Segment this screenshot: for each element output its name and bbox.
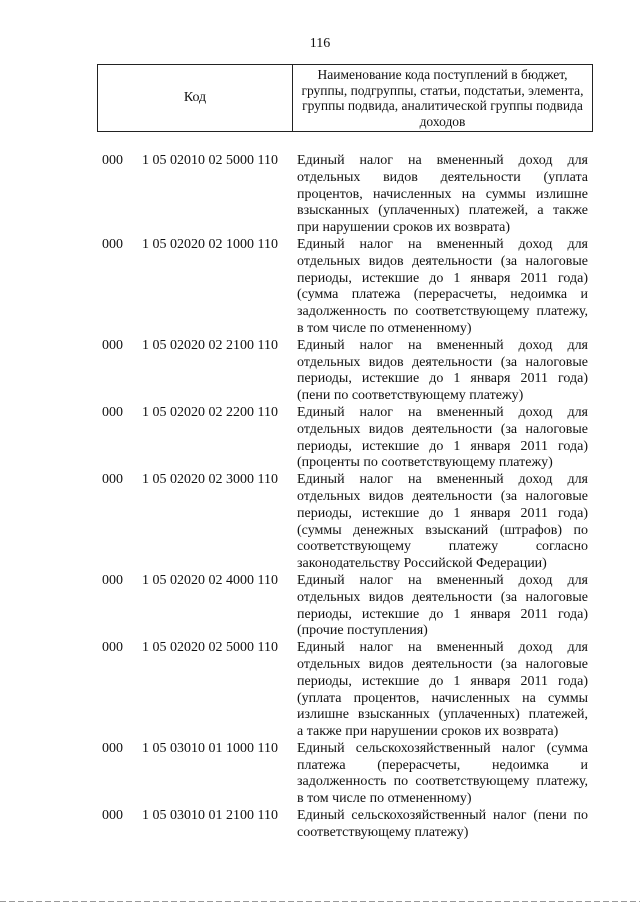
table-row — [0, 808, 640, 842]
description-line: в том числе по отмененному) — [297, 320, 472, 336]
code-description — [297, 741, 588, 808]
description-line: излишне взысканных (уплаченных) платежей, — [297, 707, 588, 723]
admin-code: 000 — [102, 153, 123, 168]
admin-code: 000 — [102, 808, 123, 824]
description-line: (суммы денежных взысканий (штрафов) по — [297, 522, 588, 538]
description-line: при нарушении сроков их возврата) — [297, 220, 511, 236]
table-row — [0, 153, 640, 237]
page-number: 116 — [309, 36, 331, 51]
budget-code: 1 05 02020 02 5000 110 — [142, 640, 278, 656]
description-line: соответствующему платежу согласно — [297, 539, 588, 555]
description-line: периоды, истекшие до 1 января 2011 года) — [297, 606, 588, 622]
table-row — [0, 741, 640, 808]
description-line: периоды, истекшие до 1 января 2011 года) — [297, 270, 588, 286]
budget-code: 1 05 02020 02 2200 110 — [142, 404, 278, 420]
budget-code: 1 05 02020 02 3000 110 — [142, 472, 278, 488]
description-line: отдельных видов деятельности (за налоговые — [297, 354, 588, 370]
description-line: в том числе по отмененному) — [297, 791, 472, 807]
description-line: Единый налог на вмененный доход для — [297, 236, 588, 252]
description-line: периоды, истекшие до 1 января 2011 года) — [297, 438, 588, 454]
description-line: взысканных (уплаченных) платежей, а также — [297, 203, 588, 219]
description-line: Единый налог на вмененный доход для — [297, 472, 588, 488]
description-line: Единый налог на вмененный доход для — [297, 640, 588, 656]
description-line: Единый сельскохозяйственный налог (сумма — [297, 740, 588, 756]
code-description — [297, 405, 588, 472]
budget-code: 1 05 03010 01 1000 110 — [142, 740, 278, 756]
budget-code: 1 05 02020 02 4000 110 — [142, 572, 278, 588]
code-description — [297, 472, 588, 573]
table-row — [0, 338, 640, 405]
description-line: периоды, истекшие до 1 января 2011 года) — [297, 673, 588, 689]
description-line: соответствующему платежу) — [297, 824, 469, 840]
table-row — [0, 472, 640, 573]
header-name-cell: Наименование кода поступлений в бюджет, группы, подгруппы, статьи, подстатьи, элемента, группы подвида, аналитической группы подвида доходов — [301, 67, 584, 129]
page-bottom-edge — [0, 901, 640, 902]
description-line: а также при нарушении сроков их возврата) — [297, 724, 559, 740]
description-line: (уплата процентов, начисленных на суммы — [297, 690, 588, 706]
description-line: отдельных видов деятельности (за налоговые — [297, 253, 588, 269]
description-line: (пени по соответствующему платежу) — [297, 388, 524, 404]
description-line: (сумма платежа (перерасчеты, недоимка и — [297, 287, 588, 303]
code-description — [297, 808, 588, 842]
description-line: отдельных видов деятельности (за налоговые — [297, 488, 588, 504]
description-line: периоды, истекшие до 1 января 2011 года) — [297, 505, 588, 521]
description-line: процентов, начисленных на суммы излишне — [297, 186, 588, 202]
table-row — [0, 405, 640, 472]
header-code-cell: Код — [98, 65, 293, 131]
admin-code: 000 — [102, 472, 123, 488]
description-line: Единый налог на вмененный доход для — [297, 337, 588, 353]
table-row — [0, 237, 640, 338]
description-line: Единый налог на вмененный доход для — [297, 404, 588, 420]
description-line: задолженность по соответствующему платежу, — [297, 304, 588, 320]
code-description — [297, 573, 588, 640]
code-description — [297, 237, 588, 338]
table-row — [0, 640, 640, 741]
admin-code: 000 — [102, 640, 123, 656]
description-line: отдельных видов деятельности (за налоговые — [297, 421, 588, 437]
admin-code: 000 — [102, 404, 123, 420]
code-description — [297, 338, 588, 405]
code-description — [297, 640, 588, 741]
description-line: Единый налог на вмененный доход для — [297, 572, 588, 588]
budget-code: 1 05 02010 02 5000 110 — [142, 153, 278, 168]
budget-code: 1 05 02020 02 2100 110 — [142, 337, 278, 353]
budget-code: 1 05 02020 02 1000 110 — [142, 236, 278, 252]
description-line: законодательству Российской Федерации) — [297, 556, 547, 572]
description-line: периоды, истекшие до 1 января 2011 года) — [297, 371, 588, 387]
description-line: отдельных видов деятельности (уплата — [297, 169, 588, 185]
description-line: отдельных видов деятельности (за налоговые — [297, 656, 588, 672]
admin-code: 000 — [102, 337, 123, 353]
budget-code: 1 05 03010 01 2100 110 — [142, 808, 278, 824]
description-line: задолженность по соответствующему платежу, — [297, 774, 588, 790]
code-description — [297, 153, 588, 237]
description-line: (проценты по соответствующему платежу) — [297, 455, 553, 471]
table-row — [0, 573, 640, 640]
table-header — [97, 64, 593, 132]
admin-code: 000 — [102, 572, 123, 588]
description-line: (прочие поступления) — [297, 623, 428, 639]
code-table-body — [0, 153, 640, 842]
description-line: Единый налог на вмененный доход для — [297, 153, 588, 168]
description-line: платежа (перерасчеты, недоимка и — [297, 757, 588, 773]
admin-code: 000 — [102, 740, 123, 756]
description-line: Единый сельскохозяйственный налог (пени по — [297, 808, 588, 824]
admin-code: 000 — [102, 236, 123, 252]
description-line: отдельных видов деятельности (за налоговые — [297, 589, 588, 605]
